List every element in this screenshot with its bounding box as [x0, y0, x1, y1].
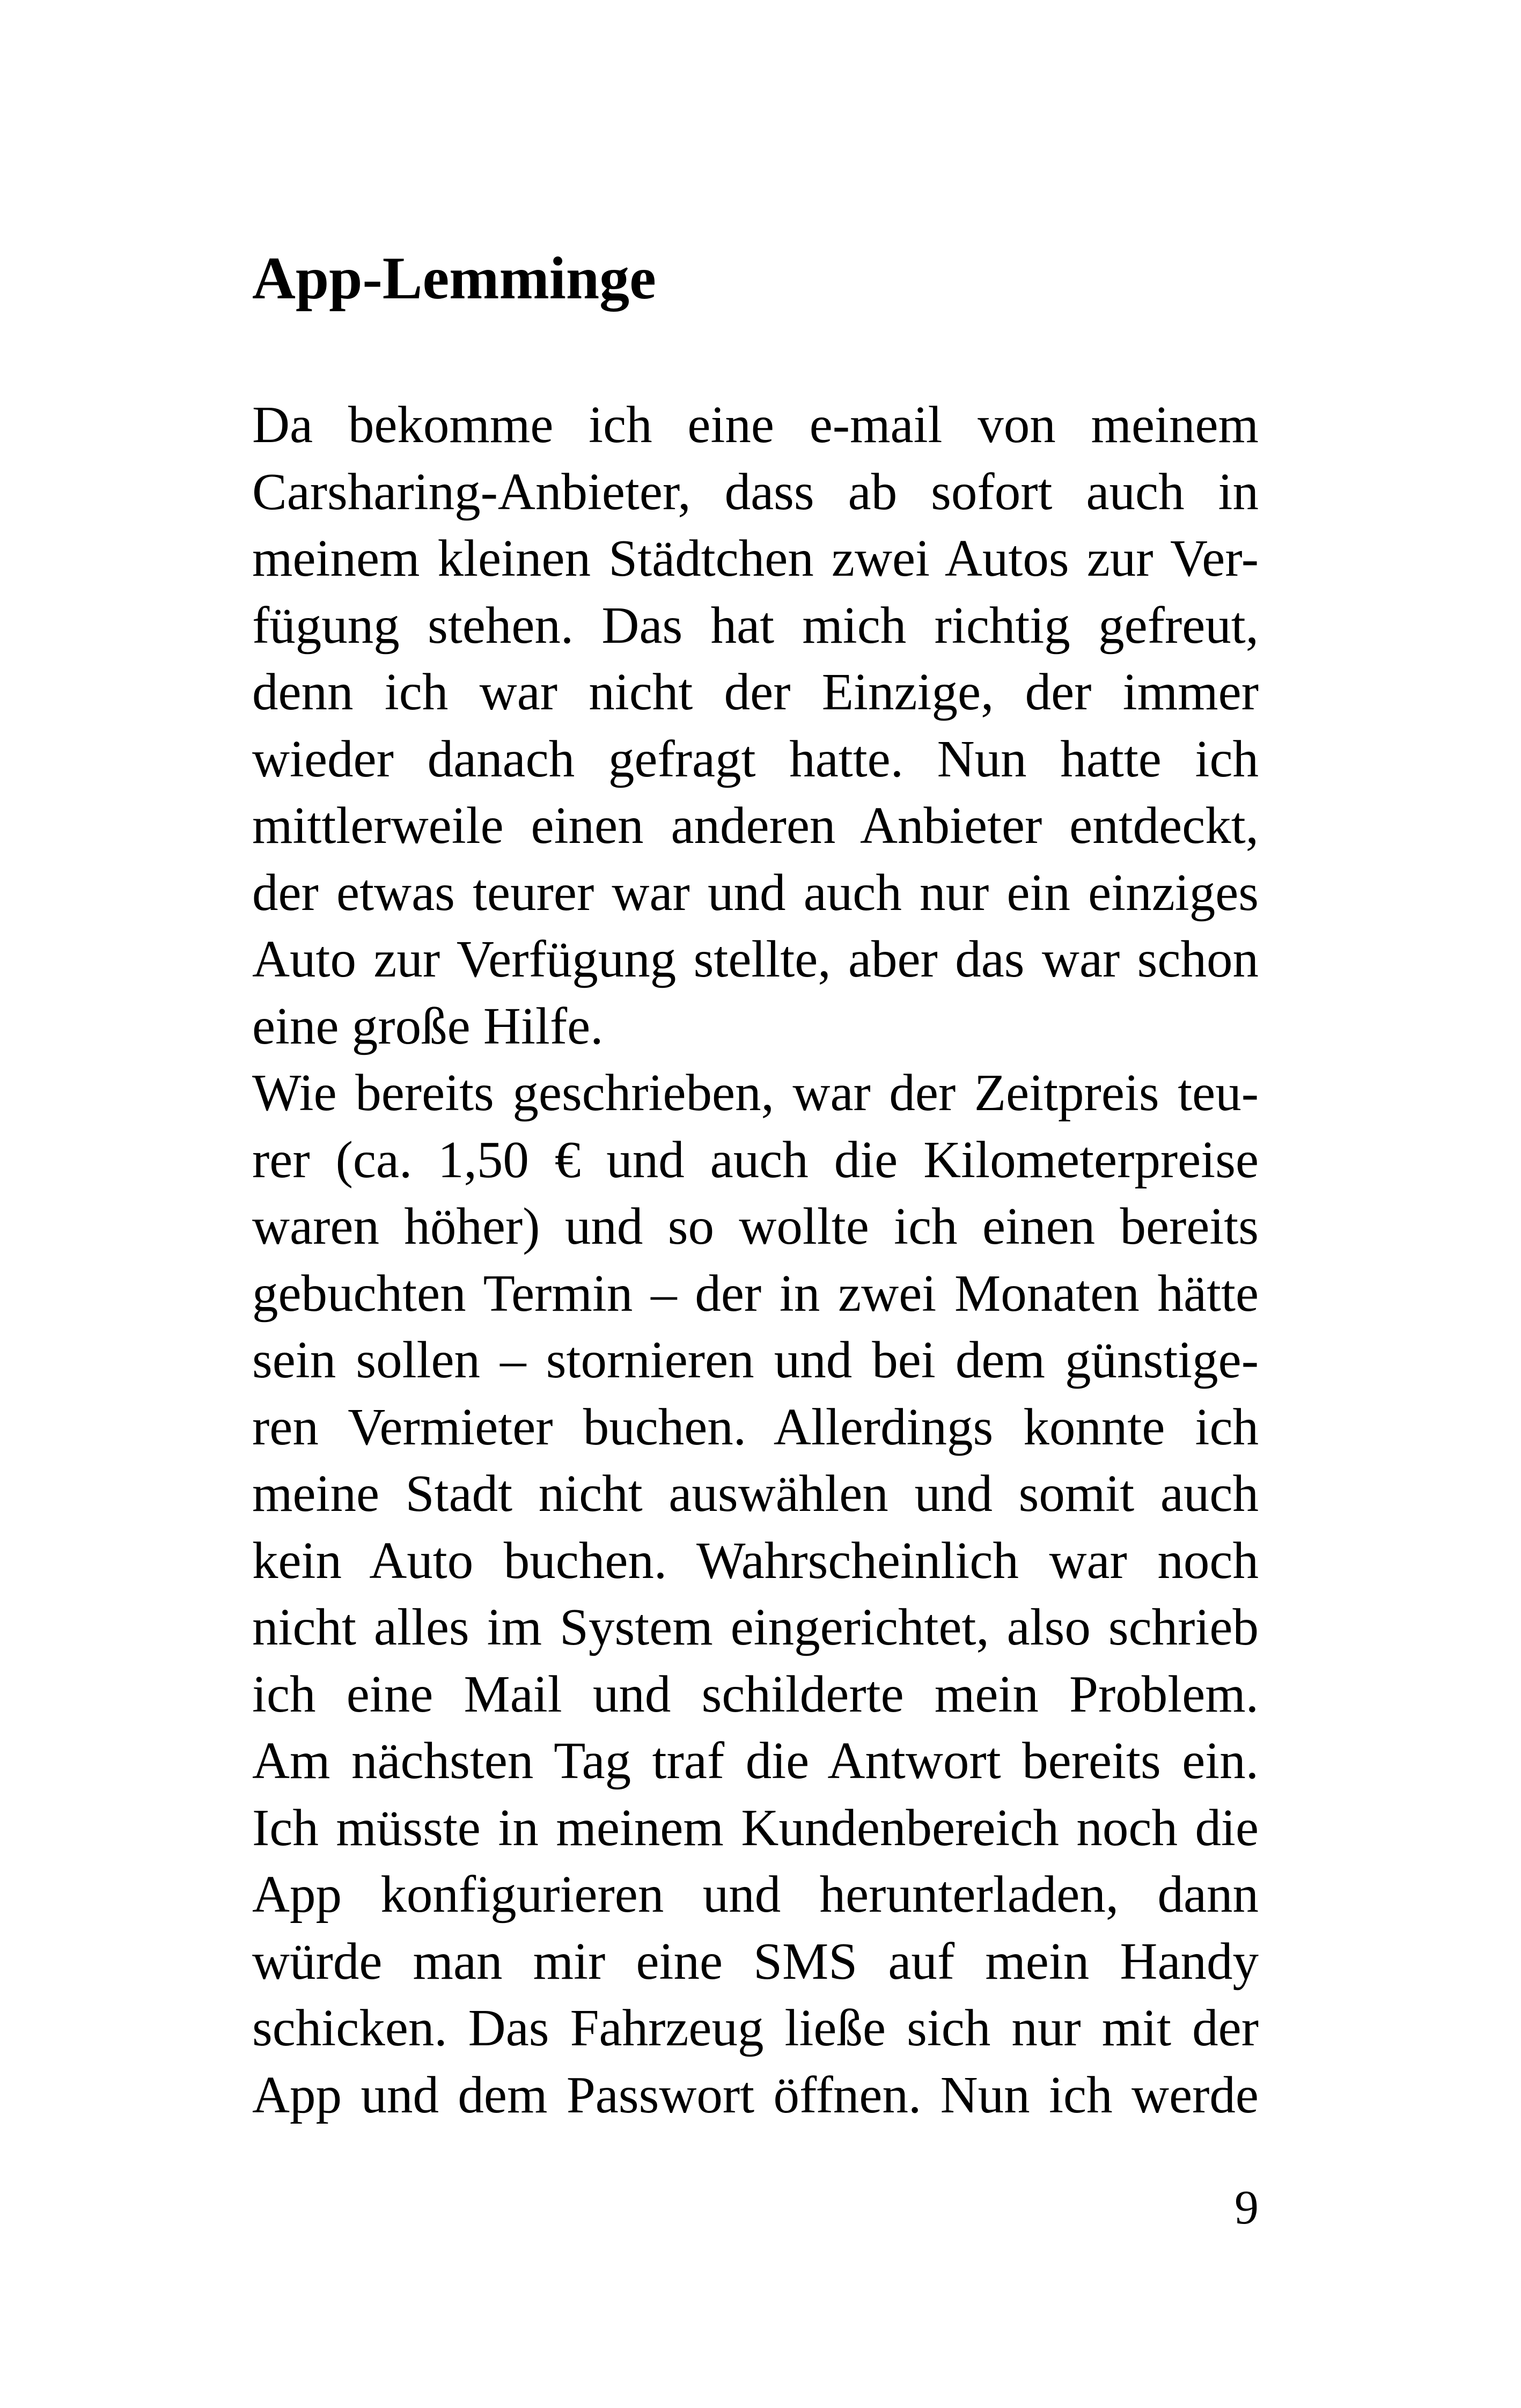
text-line: rer (ca. 1,50 € und auch die Kilometerpreise [252, 1130, 1259, 1188]
text-line: schicken. Das Fahrzeug ließe sich nur mit der [252, 1999, 1259, 2057]
text-line: Da bekomme ich eine e-mail von meinem [252, 396, 1259, 453]
text-line: ren Vermieter buchen. Allerdings konnte ich [252, 1398, 1259, 1456]
text-line: App konfigurieren und herunterladen, dann [252, 1866, 1259, 1923]
text-line: würde man mir eine SMS auf mein Handy [252, 1932, 1259, 1990]
body-text [252, 392, 1259, 2128]
text-line: Wie bereits geschrieben, war der Zeitpreis teu- [252, 1064, 1259, 1121]
text-line: Ich müsste in meinem Kundenbereich noch die [252, 1798, 1259, 1856]
page-number: 9 [1235, 2181, 1259, 2234]
text-line: eine große Hilfe. [252, 997, 604, 1055]
text-line: sein sollen – stornieren und bei dem günstige- [252, 1331, 1259, 1389]
text-line: mittlerweile einen anderen Anbieter entdeckt, [252, 797, 1259, 854]
text-line: Auto zur Verfügung stellte, aber das war schon [252, 930, 1259, 988]
text-line: fügung stehen. Das hat mich richtig gefreut, [252, 596, 1259, 654]
text-line: der etwas teurer war und auch nur ein einziges [252, 863, 1259, 921]
text-line: meinem kleinen Städtchen zwei Autos zur Ver- [252, 530, 1259, 587]
text-line: Carsharing-Anbieter, dass ab sofort auch in [252, 462, 1259, 520]
text-line: Am nächsten Tag traf die Antwort bereits ein. [252, 1732, 1259, 1789]
text-line: gebuchten Termin – der in zwei Monaten hätte [252, 1264, 1259, 1322]
text-line: meine Stadt nicht auswählen und somit auch [252, 1465, 1259, 1522]
text-line: nicht alles im System eingerichtet, also schrieb [252, 1598, 1259, 1656]
text-line: wieder danach gefragt hatte. Nun hatte ich [252, 730, 1259, 788]
chapter-title: App-Lemminge [252, 245, 656, 312]
text-line: ich eine Mail und schilderte mein Problem. [252, 1665, 1259, 1723]
text-line: denn ich war nicht der Einzige, der immer [252, 663, 1259, 721]
text-line: kein Auto buchen. Wahrscheinlich war noch [252, 1531, 1259, 1589]
text-line: App und dem Passwort öffnen. Nun ich werde [252, 2066, 1259, 2124]
text-line: waren höher) und so wollte ich einen bereits [252, 1198, 1259, 1255]
